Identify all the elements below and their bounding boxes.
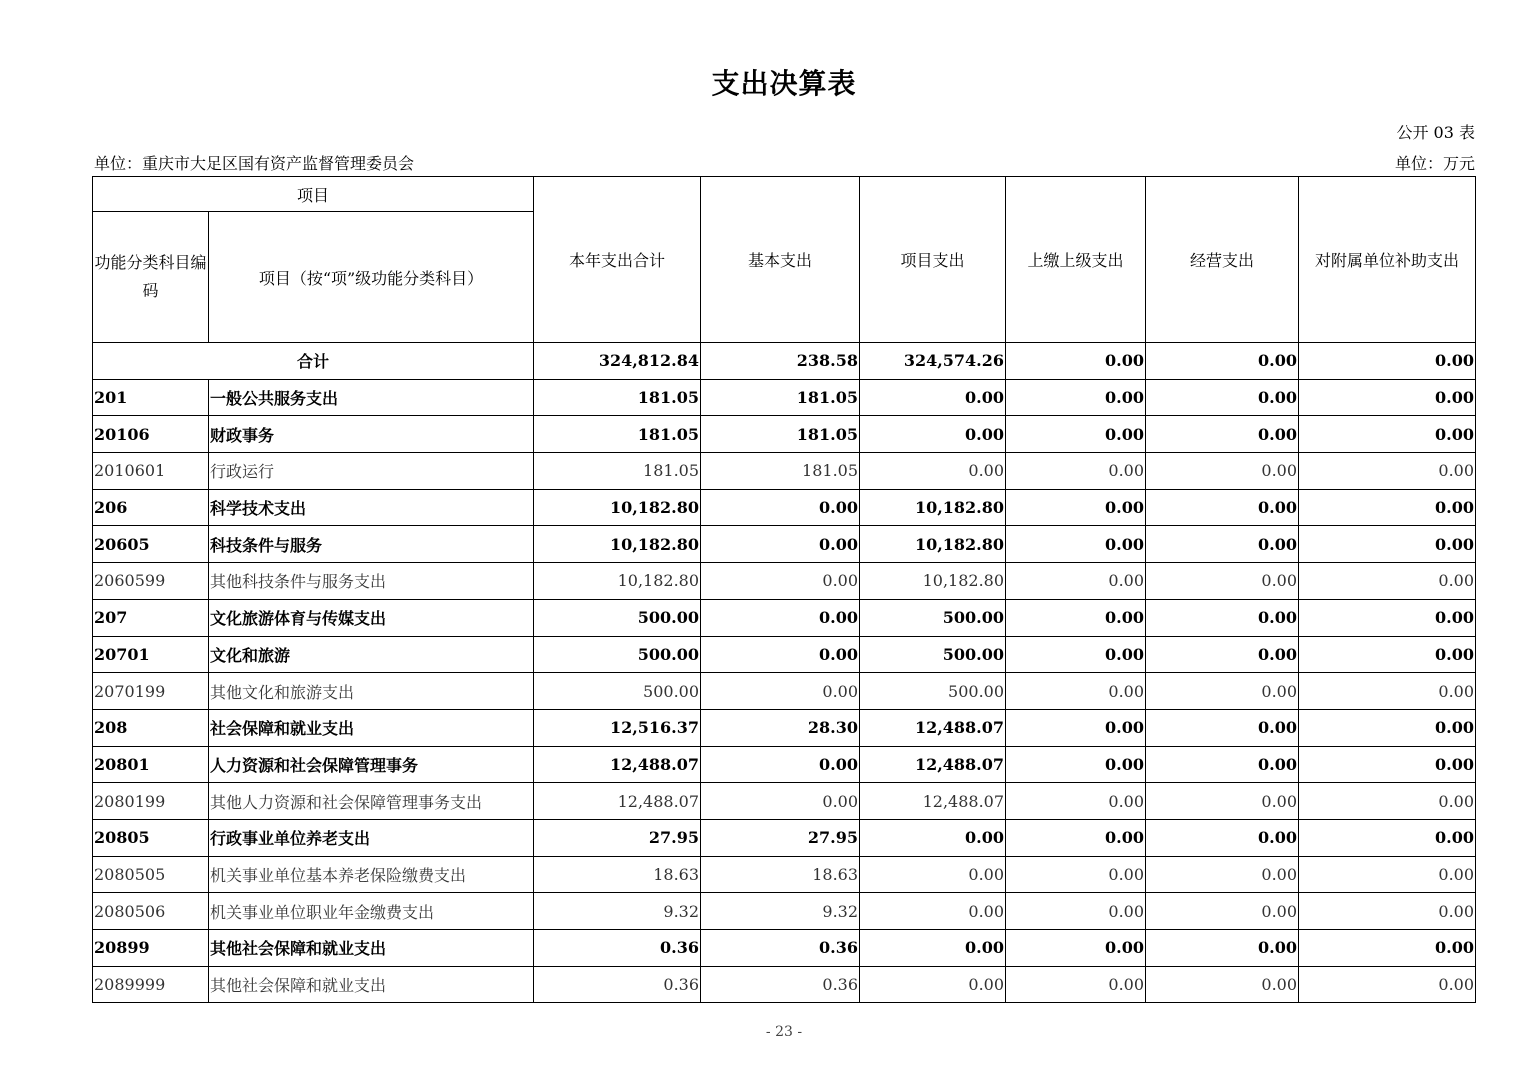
row-value: 0.00 bbox=[1006, 453, 1146, 490]
row-value: 0.00 bbox=[1299, 599, 1476, 636]
row-value: 0.00 bbox=[1299, 379, 1476, 416]
row-value: 0.36 bbox=[701, 930, 860, 967]
table-row bbox=[93, 856, 1476, 893]
row-value: 0.00 bbox=[701, 526, 860, 563]
row-value: 0.00 bbox=[1006, 526, 1146, 563]
row-value: 0.00 bbox=[1146, 966, 1299, 1003]
row-code: 20106 bbox=[93, 416, 209, 453]
row-name: 文化和旅游 bbox=[209, 636, 534, 673]
row-name: 人力资源和社会保障管理事务 bbox=[209, 746, 534, 783]
row-value: 0.00 bbox=[860, 819, 1006, 856]
total-row bbox=[93, 343, 1476, 380]
page-number: - 23 - bbox=[765, 1024, 803, 1040]
row-value: 0.00 bbox=[1299, 819, 1476, 856]
row-value: 0.00 bbox=[1299, 783, 1476, 820]
row-name: 科学技术支出 bbox=[209, 489, 534, 526]
row-code: 20801 bbox=[93, 746, 209, 783]
header-basic: 基本支出 bbox=[701, 177, 860, 343]
row-value: 0.00 bbox=[860, 453, 1006, 490]
header-business: 经营支出 bbox=[1146, 177, 1299, 343]
row-value: 500.00 bbox=[860, 636, 1006, 673]
row-code: 20805 bbox=[93, 819, 209, 856]
row-value: 12,488.07 bbox=[860, 783, 1006, 820]
header-upper: 上缴上级支出 bbox=[1006, 177, 1146, 343]
table-row bbox=[93, 563, 1476, 600]
header-project: 项目支出 bbox=[860, 177, 1006, 343]
row-value: 500.00 bbox=[860, 599, 1006, 636]
row-name: 科技条件与服务 bbox=[209, 526, 534, 563]
row-value: 0.00 bbox=[860, 930, 1006, 967]
row-value: 0.00 bbox=[1299, 893, 1476, 930]
total-value: 324,574.26 bbox=[860, 343, 1006, 380]
row-value: 28.30 bbox=[701, 709, 860, 746]
row-value: 0.00 bbox=[1146, 783, 1299, 820]
table-row bbox=[93, 416, 1476, 453]
row-value: 12,488.07 bbox=[534, 746, 701, 783]
row-code: 2089999 bbox=[93, 966, 209, 1003]
table-row bbox=[93, 709, 1476, 746]
row-value: 10,182.80 bbox=[860, 489, 1006, 526]
row-value: 0.00 bbox=[1299, 673, 1476, 710]
row-name: 机关事业单位基本养老保险缴费支出 bbox=[209, 856, 534, 893]
row-value: 0.00 bbox=[1006, 893, 1146, 930]
table-row bbox=[93, 673, 1476, 710]
row-value: 0.00 bbox=[1146, 599, 1299, 636]
row-value: 10,182.80 bbox=[534, 489, 701, 526]
row-code: 2080199 bbox=[93, 783, 209, 820]
row-value: 12,488.07 bbox=[534, 783, 701, 820]
row-value: 0.00 bbox=[1299, 746, 1476, 783]
row-value: 10,182.80 bbox=[860, 563, 1006, 600]
row-value: 500.00 bbox=[534, 636, 701, 673]
row-value: 181.05 bbox=[534, 379, 701, 416]
row-name: 机关事业单位职业年金缴费支出 bbox=[209, 893, 534, 930]
row-name: 其他科技条件与服务支出 bbox=[209, 563, 534, 600]
row-value: 0.00 bbox=[1299, 416, 1476, 453]
header-code: 功能分类科目编码 bbox=[93, 212, 209, 343]
row-code: 20701 bbox=[93, 636, 209, 673]
row-value: 0.00 bbox=[701, 746, 860, 783]
row-value: 500.00 bbox=[534, 673, 701, 710]
row-value: 9.32 bbox=[534, 893, 701, 930]
row-value: 0.00 bbox=[1146, 379, 1299, 416]
row-value: 0.00 bbox=[1006, 599, 1146, 636]
row-value: 500.00 bbox=[534, 599, 701, 636]
unit-name: 单位：重庆市大足区国有资产监督管理委员会 bbox=[94, 154, 415, 173]
row-code: 208 bbox=[93, 709, 209, 746]
row-value: 0.00 bbox=[1146, 563, 1299, 600]
row-name: 其他社会保障和就业支出 bbox=[209, 966, 534, 1003]
row-value: 0.00 bbox=[1146, 416, 1299, 453]
row-value: 12,488.07 bbox=[860, 709, 1006, 746]
row-value: 0.00 bbox=[1299, 526, 1476, 563]
total-label: 合计 bbox=[93, 343, 534, 380]
row-value: 0.00 bbox=[860, 416, 1006, 453]
row-value: 0.00 bbox=[1146, 526, 1299, 563]
row-code: 206 bbox=[93, 489, 209, 526]
row-value: 0.00 bbox=[701, 673, 860, 710]
row-value: 27.95 bbox=[701, 819, 860, 856]
table-row bbox=[93, 966, 1476, 1003]
total-value: 0.00 bbox=[1006, 343, 1146, 380]
row-value: 18.63 bbox=[534, 856, 701, 893]
row-value: 9.32 bbox=[701, 893, 860, 930]
table-row bbox=[93, 489, 1476, 526]
row-name: 行政事业单位养老支出 bbox=[209, 819, 534, 856]
table-row bbox=[93, 599, 1476, 636]
row-name: 财政事务 bbox=[209, 416, 534, 453]
row-value: 0.00 bbox=[701, 489, 860, 526]
row-value: 0.00 bbox=[1006, 673, 1146, 710]
row-value: 10,182.80 bbox=[534, 563, 701, 600]
row-value: 181.05 bbox=[534, 453, 701, 490]
row-value: 0.00 bbox=[701, 636, 860, 673]
row-value: 0.00 bbox=[1299, 709, 1476, 746]
row-name: 其他文化和旅游支出 bbox=[209, 673, 534, 710]
row-value: 0.00 bbox=[701, 599, 860, 636]
row-value: 0.00 bbox=[1299, 453, 1476, 490]
row-value: 181.05 bbox=[534, 416, 701, 453]
table-row bbox=[93, 783, 1476, 820]
table-row bbox=[93, 746, 1476, 783]
total-value: 238.58 bbox=[701, 343, 860, 380]
row-code: 2080505 bbox=[93, 856, 209, 893]
row-code: 2070199 bbox=[93, 673, 209, 710]
row-value: 181.05 bbox=[701, 379, 860, 416]
row-code: 207 bbox=[93, 599, 209, 636]
page-title: 支出决算表 bbox=[711, 67, 857, 100]
header-name: 项目（按“项”级功能分类科目） bbox=[209, 212, 534, 343]
row-value: 500.00 bbox=[860, 673, 1006, 710]
row-value: 0.00 bbox=[1006, 746, 1146, 783]
row-value: 27.95 bbox=[534, 819, 701, 856]
row-value: 0.00 bbox=[860, 893, 1006, 930]
row-value: 10,182.80 bbox=[860, 526, 1006, 563]
row-value: 0.00 bbox=[1146, 746, 1299, 783]
form-number: 公开 03 表 bbox=[1396, 123, 1475, 142]
row-value: 0.36 bbox=[701, 966, 860, 1003]
row-value: 0.00 bbox=[1146, 636, 1299, 673]
row-value: 12,488.07 bbox=[860, 746, 1006, 783]
row-value: 0.00 bbox=[860, 379, 1006, 416]
table-row bbox=[93, 526, 1476, 563]
header-subsidy: 对附属单位补助支出 bbox=[1299, 177, 1476, 343]
row-value: 0.00 bbox=[1299, 856, 1476, 893]
row-code: 2080506 bbox=[93, 893, 209, 930]
row-code: 201 bbox=[93, 379, 209, 416]
row-value: 0.00 bbox=[1146, 856, 1299, 893]
row-value: 0.00 bbox=[1006, 489, 1146, 526]
table-row bbox=[93, 819, 1476, 856]
header-item: 项目 bbox=[93, 177, 534, 212]
row-value: 0.00 bbox=[860, 966, 1006, 1003]
row-name: 其他人力资源和社会保障管理事务支出 bbox=[209, 783, 534, 820]
row-value: 0.00 bbox=[1146, 489, 1299, 526]
row-code: 20605 bbox=[93, 526, 209, 563]
row-value: 181.05 bbox=[701, 416, 860, 453]
total-value: 0.00 bbox=[1299, 343, 1476, 380]
row-value: 0.00 bbox=[1146, 930, 1299, 967]
row-value: 0.00 bbox=[1146, 893, 1299, 930]
row-name: 一般公共服务支出 bbox=[209, 379, 534, 416]
total-value: 324,812.84 bbox=[534, 343, 701, 380]
row-value: 0.00 bbox=[701, 563, 860, 600]
row-value: 0.00 bbox=[1299, 489, 1476, 526]
table-row bbox=[93, 930, 1476, 967]
row-value: 0.00 bbox=[1146, 453, 1299, 490]
row-value: 0.00 bbox=[1006, 856, 1146, 893]
row-value: 10,182.80 bbox=[534, 526, 701, 563]
total-value: 0.00 bbox=[1146, 343, 1299, 380]
row-value: 18.63 bbox=[701, 856, 860, 893]
row-value: 0.00 bbox=[1006, 783, 1146, 820]
header-total: 本年支出合计 bbox=[534, 177, 701, 343]
row-value: 0.00 bbox=[1006, 930, 1146, 967]
row-value: 181.05 bbox=[701, 453, 860, 490]
row-value: 0.00 bbox=[1146, 819, 1299, 856]
row-value: 0.00 bbox=[1006, 819, 1146, 856]
row-value: 0.00 bbox=[1299, 966, 1476, 1003]
row-value: 0.00 bbox=[701, 783, 860, 820]
row-value: 0.00 bbox=[1146, 673, 1299, 710]
row-value: 0.00 bbox=[1006, 416, 1146, 453]
row-value: 0.00 bbox=[1299, 563, 1476, 600]
row-value: 0.00 bbox=[1006, 636, 1146, 673]
row-name: 文化旅游体育与传媒支出 bbox=[209, 599, 534, 636]
currency-unit: 单位：万元 bbox=[1394, 154, 1475, 173]
row-value: 0.00 bbox=[1006, 379, 1146, 416]
table-row bbox=[93, 636, 1476, 673]
row-value: 0.36 bbox=[534, 966, 701, 1003]
row-name: 社会保障和就业支出 bbox=[209, 709, 534, 746]
row-value: 0.00 bbox=[1006, 966, 1146, 1003]
row-value: 12,516.37 bbox=[534, 709, 701, 746]
row-value: 0.00 bbox=[1006, 563, 1146, 600]
row-value: 0.36 bbox=[534, 930, 701, 967]
row-value: 0.00 bbox=[860, 856, 1006, 893]
row-code: 2010601 bbox=[93, 453, 209, 490]
table-row bbox=[93, 893, 1476, 930]
row-value: 0.00 bbox=[1006, 709, 1146, 746]
row-value: 0.00 bbox=[1299, 930, 1476, 967]
row-value: 0.00 bbox=[1299, 636, 1476, 673]
table-row bbox=[93, 453, 1476, 490]
table-row bbox=[93, 379, 1476, 416]
row-code: 2060599 bbox=[93, 563, 209, 600]
expenditure-table bbox=[92, 176, 1476, 1003]
row-name: 行政运行 bbox=[209, 453, 534, 490]
row-code: 20899 bbox=[93, 930, 209, 967]
row-name: 其他社会保障和就业支出 bbox=[209, 930, 534, 967]
row-value: 0.00 bbox=[1146, 709, 1299, 746]
